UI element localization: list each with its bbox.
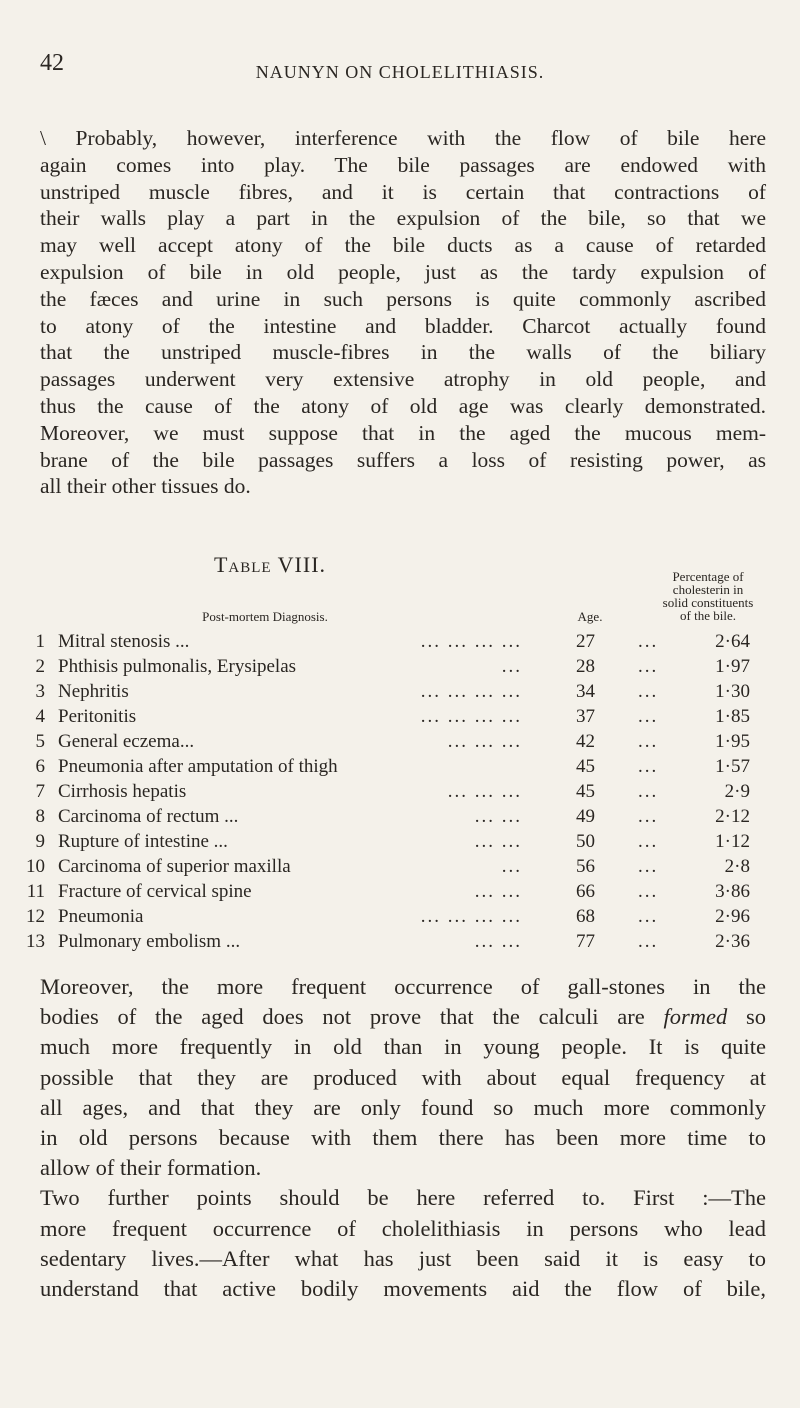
row-diagnosis: General eczema... xyxy=(58,731,195,752)
text-line: may well accept atony of the bile ducts as a cause of retarded xyxy=(40,233,766,258)
row-percentage: 2·36 xyxy=(715,931,750,952)
row-age: 37 xyxy=(576,706,595,727)
row-diagnosis: Peritonitis xyxy=(58,706,137,727)
text-line: thus the cause of the atony of old age was clearly demonstrated. xyxy=(40,393,766,418)
row-number: 5 xyxy=(35,731,45,752)
row-diagnosis: Phthisis pulmonalis, Erysipelas xyxy=(58,656,297,677)
leader-dots: ... xyxy=(501,856,522,877)
header-age: Age. xyxy=(577,609,603,624)
row-percentage: 1·85 xyxy=(715,706,750,727)
leader-dots: ... xyxy=(638,831,659,852)
leader-dots: ... ... ... ... xyxy=(420,631,522,652)
table-caption: Table VIII. xyxy=(213,552,327,577)
leader-dots: ... ... ... ... xyxy=(420,706,522,727)
row-diagnosis: Fracture of cervical spine xyxy=(58,881,252,902)
row-number: 13 xyxy=(26,931,45,952)
text-line: much more frequently in old than in young people. It is quite xyxy=(40,1034,766,1060)
leader-dots: ... xyxy=(638,731,659,752)
header-percentage-line: of the bile. xyxy=(680,608,736,623)
row-age: 56 xyxy=(576,856,595,877)
running-head: NAUNYN ON CHOLELITHIASIS. xyxy=(255,62,545,82)
text-line: brane of the bile passages suffers a loss of resisting power, as xyxy=(40,447,766,472)
row-percentage: 1·57 xyxy=(715,756,750,777)
row-number: 11 xyxy=(26,881,45,902)
row-diagnosis: Pulmonary embolism ... xyxy=(58,931,241,952)
leader-dots: ... ... ... xyxy=(447,781,522,802)
table-row xyxy=(0,831,800,857)
text-line: sedentary lives.—After what has just been said it is easy to xyxy=(40,1245,766,1271)
text-line: unstriped muscle fibres, and it is certain that contractions of xyxy=(40,179,766,204)
row-age: 50 xyxy=(576,831,595,852)
leader-dots: ... xyxy=(501,656,522,677)
row-age: 28 xyxy=(576,656,595,677)
table-row xyxy=(0,781,800,807)
table-row xyxy=(0,906,800,932)
text-line: their walls play a part in the expulsion of the bile, so that we xyxy=(40,206,766,231)
text-line: Moreover, we must suppose that in the aged the mucous mem- xyxy=(40,420,766,445)
text-line: possible that they are produced with about equal frequency at xyxy=(40,1064,766,1090)
text-line: expulsion of bile in old people, just as the tardy expulsion of xyxy=(40,259,766,284)
table-row xyxy=(0,881,800,907)
leader-dots: ... ... ... ... xyxy=(420,681,522,702)
header-percentage-line: solid constituents xyxy=(662,595,754,610)
table-row xyxy=(0,856,800,882)
text-line: the fæces and urine in such persons is quite commonly ascribed xyxy=(40,286,766,311)
leader-dots: ... xyxy=(638,906,659,927)
row-percentage: 1·97 xyxy=(715,656,750,677)
leader-dots: ... xyxy=(638,856,659,877)
row-diagnosis: Nephritis xyxy=(58,681,129,702)
text-line: allow of their formation. xyxy=(40,1155,262,1181)
row-number: 6 xyxy=(35,756,45,777)
row-number: 2 xyxy=(35,656,45,677)
table-row xyxy=(0,681,800,707)
row-diagnosis: Pneumonia after amputation of thigh xyxy=(58,756,338,777)
text-line: bodies of the aged does not prove that the calculi are formed so xyxy=(40,1004,766,1030)
paragraph-2 xyxy=(40,972,766,1304)
text-line: in old persons because with them there has been more time to xyxy=(40,1125,766,1151)
text-line: to atony of the intestine and bladder. Charcot actually found xyxy=(40,313,766,338)
table-row xyxy=(0,731,800,757)
header-diagnosis: Post-mortem Diagnosis. xyxy=(202,609,328,624)
row-age: 45 xyxy=(576,781,595,802)
leader-dots: ... xyxy=(638,656,659,677)
table-row xyxy=(0,756,800,782)
leader-dots: ... xyxy=(638,881,659,902)
text-line: that the unstriped muscle-fibres in the walls of the biliary xyxy=(40,340,766,365)
row-age: 45 xyxy=(576,756,595,777)
leader-dots: ... xyxy=(638,931,659,952)
row-number: 1 xyxy=(35,631,45,652)
text-line: again comes into play. The bile passages are endowed with xyxy=(40,152,766,177)
table-row xyxy=(0,706,800,732)
header-percentage-line: cholesterin in xyxy=(672,582,744,597)
page-number: 42 xyxy=(40,50,64,76)
leader-dots: ... xyxy=(638,681,659,702)
text-line: more frequent occurrence of cholelithiasis in persons who lead xyxy=(40,1215,766,1241)
row-age: 42 xyxy=(576,731,595,752)
text-line: all their other tissues do. xyxy=(40,474,251,499)
row-age: 27 xyxy=(576,631,595,652)
leader-dots: ... xyxy=(638,631,659,652)
row-percentage: 1·12 xyxy=(715,831,750,852)
row-age: 66 xyxy=(576,881,595,902)
leader-dots: ... ... xyxy=(474,881,522,902)
row-number: 3 xyxy=(35,681,45,702)
row-number: 8 xyxy=(35,806,45,827)
header-percentage xyxy=(633,570,783,622)
row-number: 12 xyxy=(26,906,45,927)
text-line: all ages, and that they are only found so much more commonly xyxy=(40,1094,766,1120)
row-age: 34 xyxy=(576,681,595,702)
row-age: 49 xyxy=(576,806,595,827)
row-number: 9 xyxy=(35,831,45,852)
row-diagnosis: Cirrhosis hepatis xyxy=(58,781,187,802)
row-number: 7 xyxy=(35,781,45,802)
text-line: passages underwent very extensive atrophy in old people, and xyxy=(40,367,766,392)
text-line: Two further points should be here referred to. First :—The xyxy=(40,1185,766,1211)
row-percentage: 2·12 xyxy=(715,806,750,827)
table-row xyxy=(0,806,800,832)
row-diagnosis: Carcinoma of superior maxilla xyxy=(58,856,291,877)
text-line: \ Probably, however, interference with the flow of bile here xyxy=(40,126,766,150)
leader-dots: ... xyxy=(638,756,659,777)
row-diagnosis: Rupture of intestine ... xyxy=(58,831,228,852)
leader-dots: ... ... ... ... xyxy=(420,906,522,927)
row-number: 4 xyxy=(35,706,45,727)
leader-dots: ... ... xyxy=(474,831,522,852)
row-diagnosis: Pneumonia xyxy=(58,906,144,927)
row-percentage: 1·30 xyxy=(715,681,750,702)
row-diagnosis: Carcinoma of rectum ... xyxy=(58,806,239,827)
leader-dots: ... xyxy=(638,806,659,827)
row-percentage: 2·8 xyxy=(724,856,750,877)
text-line: Moreover, the more frequent occurrence of gall-stones in the xyxy=(40,974,766,999)
row-percentage: 2·9 xyxy=(724,781,750,802)
leader-dots: ... xyxy=(638,781,659,802)
table-row xyxy=(0,931,800,957)
leader-dots: ... ... ... xyxy=(447,731,522,752)
row-diagnosis: Mitral stenosis ... xyxy=(58,631,190,652)
row-percentage: 1·95 xyxy=(715,731,750,752)
row-number: 10 xyxy=(26,856,45,877)
table-row xyxy=(0,631,800,657)
paragraph-1 xyxy=(40,125,766,500)
emphasis-formed: formed xyxy=(663,1004,728,1030)
row-age: 77 xyxy=(576,931,595,952)
table-row xyxy=(0,656,800,682)
leader-dots: ... ... xyxy=(474,931,522,952)
leader-dots: ... ... xyxy=(474,806,522,827)
row-percentage: 2·96 xyxy=(715,906,750,927)
text-line: understand that active bodily movements aid the flow of bile, xyxy=(40,1276,766,1302)
header-percentage-line: Percentage of xyxy=(672,569,744,584)
row-percentage: 3·86 xyxy=(715,881,750,902)
leader-dots: ... xyxy=(638,706,659,727)
row-percentage: 2·64 xyxy=(715,631,750,652)
row-age: 68 xyxy=(576,906,595,927)
